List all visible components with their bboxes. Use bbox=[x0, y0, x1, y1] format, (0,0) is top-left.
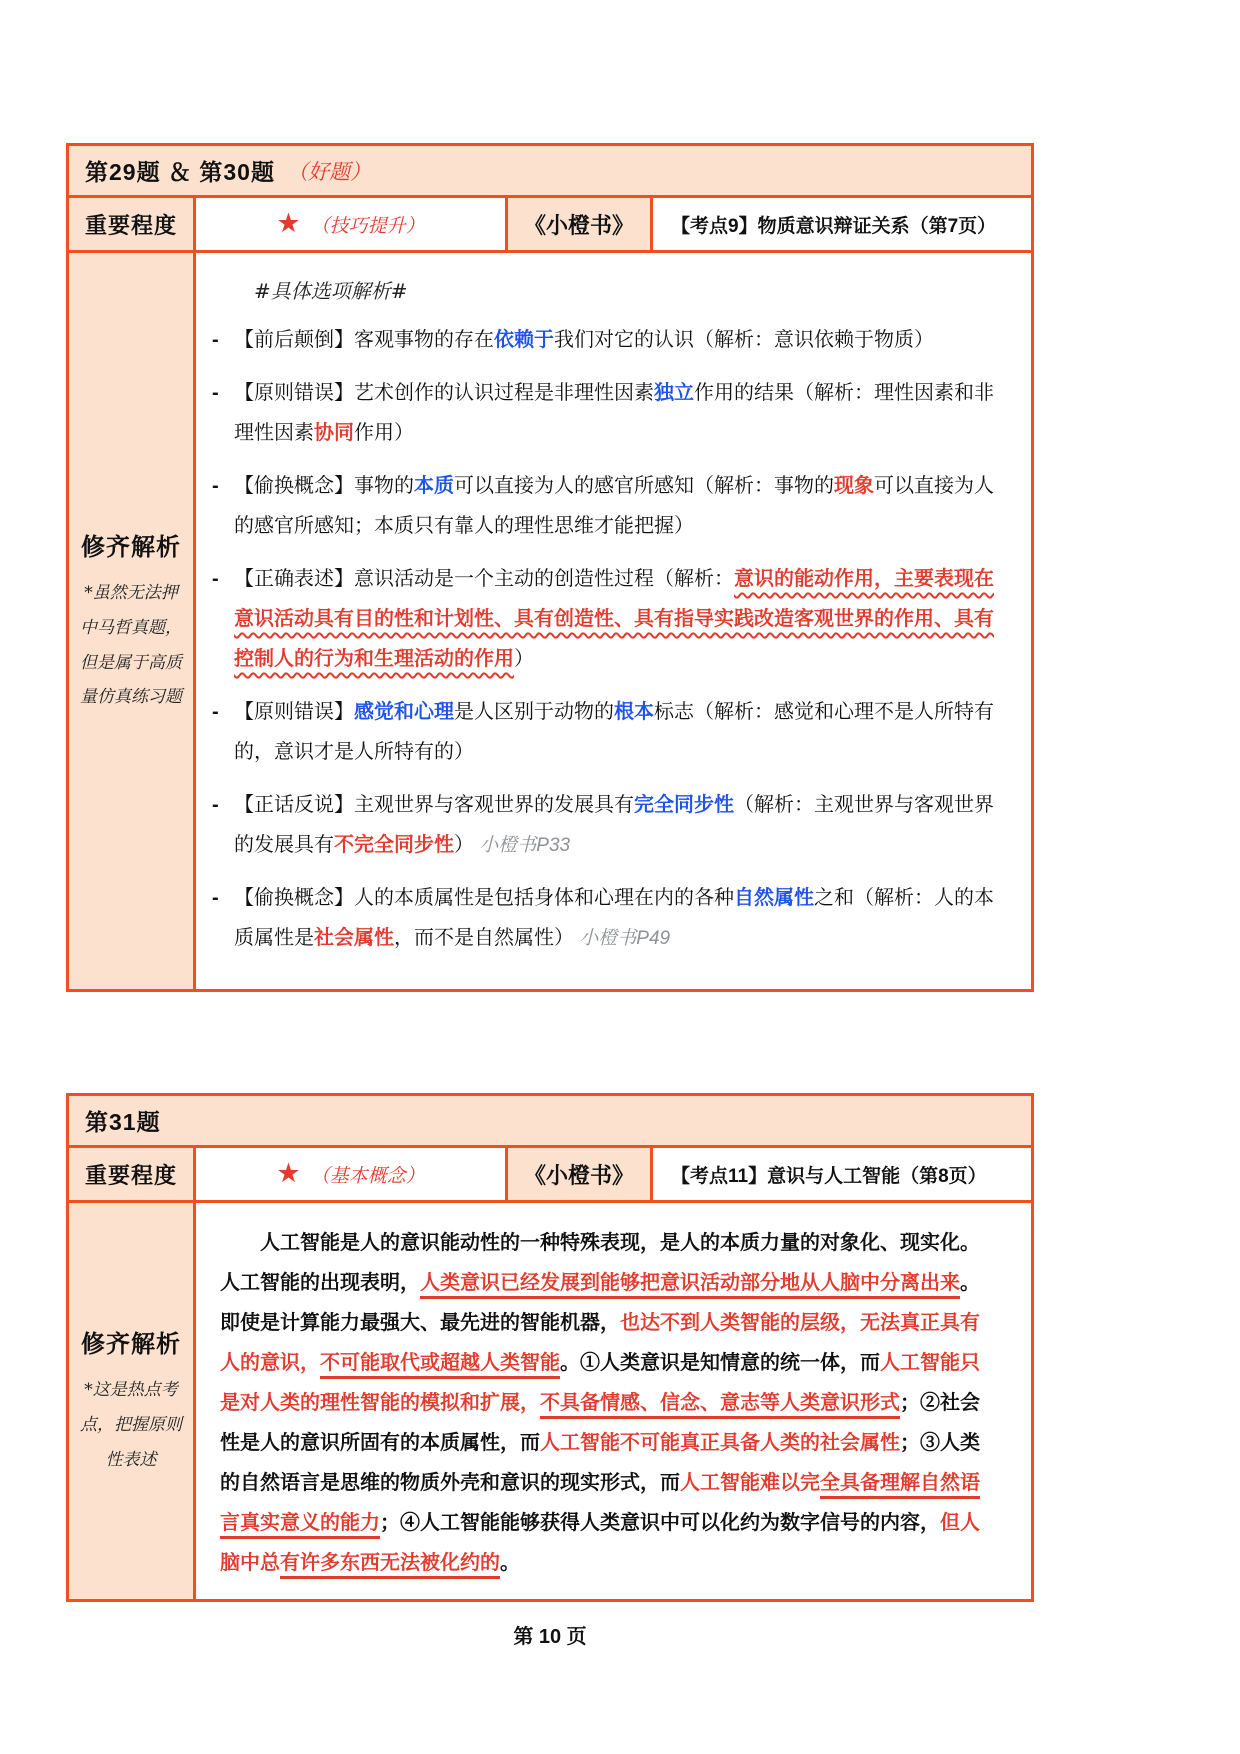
kaodian-reference: 【考点9】物质意识辩证关系（第7页） bbox=[653, 198, 1031, 250]
text-segment: 根本 bbox=[614, 701, 654, 723]
text-segment: 人工智能只是对人类的理性智能的模拟和扩展， bbox=[220, 1352, 980, 1414]
text-segment: 不可能取代或超越人类智能 bbox=[320, 1352, 560, 1374]
bullet-text bbox=[234, 320, 1001, 360]
bullet-dash-icon: - bbox=[212, 568, 219, 590]
ai-consciousness-paragraph bbox=[214, 1219, 1007, 1585]
analysis-bullet bbox=[210, 559, 1001, 679]
importance-note: （技巧提升） bbox=[310, 214, 425, 237]
bullet-dash-icon: - bbox=[212, 329, 219, 351]
text-segment: 人类意识已经发展到能够把意识活动部分地从人脑中分离出来 bbox=[420, 1272, 960, 1294]
text-segment: 本质 bbox=[414, 475, 454, 497]
text-segment: ；④人工智能能够获得人类意识中可以化约为数字信号的内容， bbox=[380, 1512, 940, 1534]
text-segment: 。 bbox=[500, 1552, 520, 1574]
option-analysis-list bbox=[210, 320, 1001, 958]
text-segment: 【偷换概念】人的本质属性是包括身体和心理在内的各种 bbox=[234, 887, 734, 909]
text-segment: 依赖于 bbox=[494, 329, 554, 351]
analysis-label-cell bbox=[69, 1203, 196, 1599]
card-title-row bbox=[69, 146, 1031, 198]
analysis-bullet bbox=[210, 373, 1001, 453]
text-segment: 完全同步性 bbox=[634, 794, 734, 816]
text-segment: 【前后颠倒】客观事物的存在 bbox=[234, 329, 494, 351]
text-segment: 独立 bbox=[654, 382, 694, 404]
importance-note: （基本概念） bbox=[310, 1164, 425, 1187]
analysis-bullet bbox=[210, 466, 1001, 546]
text-segment: 感觉和心理 bbox=[354, 701, 454, 723]
analysis-row bbox=[69, 1203, 1031, 1599]
question-31-card bbox=[66, 1093, 1034, 1602]
bullet-text bbox=[234, 559, 1001, 679]
text-segment: 标志（解析：感觉和心理不是人所特有的，意识才是人所特有的） bbox=[234, 701, 994, 763]
bullet-text bbox=[234, 785, 1001, 865]
text-segment: 但人脑中总 bbox=[220, 1512, 980, 1574]
bullet-dash-icon: - bbox=[212, 887, 219, 909]
text-segment: 不具备情感、信念、意志等人类意识形式 bbox=[540, 1392, 900, 1414]
text-segment: 协同 bbox=[314, 422, 354, 444]
analysis-bullet bbox=[210, 692, 1001, 772]
text-segment: 我们对它的认识（解析：意识依赖于物质） bbox=[554, 329, 934, 351]
text-segment: ） bbox=[514, 648, 534, 670]
text-segment: 自然属性 bbox=[734, 887, 814, 909]
text-segment: 人工智能是人的意识能动性的一种特殊表现，是人的本质力量的对象化、现实化。人工智能的出现表明， bbox=[220, 1232, 980, 1294]
text-segment: 之和（解析：人的本质属性是 bbox=[234, 887, 994, 949]
text-segment: 【正确表述】意识活动是一个主动的创造性过程（解析： bbox=[234, 568, 734, 590]
text-segment: 【正话反说】主观世界与客观世界的发展具有 bbox=[234, 794, 634, 816]
text-segment: 【原则错误】 bbox=[234, 701, 354, 723]
text-segment: ；③人类的自然语言是思维的物质外壳和意识的现实形式，而 bbox=[220, 1432, 980, 1494]
importance-row bbox=[69, 1148, 1031, 1203]
analysis-row bbox=[69, 253, 1031, 989]
text-segment: 是人区别于动物的 bbox=[454, 701, 614, 723]
text-segment: 有许多东西无法被化约的 bbox=[280, 1552, 500, 1574]
text-segment: 。即使是计算能力最强大、最先进的智能机器， bbox=[220, 1272, 980, 1334]
text-segment: 意识的能动作用，主要表现在意识活动具有目的性和计划性、具有创造性、具有指导实践改造客观世界的作用、具有控制人的行为和生理活动的作用 bbox=[234, 568, 994, 670]
analysis-label: 修齐解析 bbox=[81, 533, 181, 561]
card-title: 第29题 ＆ 第30题 bbox=[85, 159, 275, 185]
text-segment: 作用） bbox=[354, 422, 414, 444]
question-29-30-card bbox=[66, 143, 1034, 992]
analysis-bullet bbox=[210, 320, 1001, 360]
bullet-text bbox=[234, 466, 1001, 546]
importance-label: 重要程度 bbox=[69, 1148, 196, 1200]
analysis-bullet bbox=[210, 878, 1001, 958]
analysis-content bbox=[196, 1203, 1031, 1599]
analysis-label-cell bbox=[69, 253, 196, 989]
text-segment: 现象 bbox=[834, 475, 874, 497]
star-icon: ★ bbox=[276, 207, 301, 238]
page-number: 第 10 页 bbox=[513, 1626, 587, 1648]
text-segment: 可以直接为人的感官所感知；本质只有靠人的理性思维才能把握） bbox=[234, 475, 994, 537]
card-title-row bbox=[69, 1096, 1031, 1148]
text-segment: 人工智能难以完 bbox=[680, 1472, 820, 1494]
bullet-dash-icon: - bbox=[212, 382, 219, 404]
book-label: 《小橙书》 bbox=[508, 1148, 653, 1200]
text-segment: 也达不到人类智能的层级，无法真正具有人的意识， bbox=[220, 1312, 980, 1374]
text-segment: ；②社会性是人的意识所固有的本质属性，而 bbox=[220, 1392, 980, 1454]
text-segment: ，而不是自然属性） bbox=[394, 927, 574, 949]
text-segment: 社会属性 bbox=[314, 927, 394, 949]
importance-value-cell bbox=[196, 1148, 508, 1200]
importance-label: 重要程度 bbox=[69, 198, 196, 250]
text-segment: 不完全同步性 bbox=[334, 834, 454, 856]
analysis-label: 修齐解析 bbox=[81, 1331, 181, 1359]
analysis-content bbox=[196, 253, 1031, 989]
text-segment: （解析：主观世界与客观世界的发展具有 bbox=[234, 794, 994, 856]
text-segment: ） bbox=[454, 834, 474, 856]
card-title: 第31题 bbox=[85, 1109, 161, 1135]
book-label: 《小橙书》 bbox=[508, 198, 653, 250]
bullet-text bbox=[234, 373, 1001, 453]
bullet-dash-icon: - bbox=[212, 701, 219, 723]
bullet-text bbox=[234, 878, 1001, 958]
bullet-text bbox=[234, 692, 1001, 772]
options-intro-note: #具体选项解析# bbox=[254, 279, 408, 303]
text-segment: 。①人类意识是知情意的统一体，而 bbox=[560, 1352, 880, 1374]
bullet-dash-icon: - bbox=[212, 794, 219, 816]
importance-row bbox=[69, 198, 1031, 253]
text-segment: 【原则错误】艺术创作的认识过程是非理性因素 bbox=[234, 382, 654, 404]
analysis-side-note: *这是热点考点，把握原则性表述 bbox=[80, 1380, 182, 1470]
kaodian-reference: 【考点11】意识与人工智能（第8页） bbox=[653, 1148, 1031, 1200]
text-segment: 可以直接为人的感官所感知（解析：事物的 bbox=[454, 475, 834, 497]
analysis-bullet bbox=[210, 785, 1001, 865]
text-segment: 人工智能不可能真正具备人类的社会属性 bbox=[540, 1432, 900, 1454]
text-segment: 小橙书P33 bbox=[474, 835, 571, 856]
text-segment: 全具备理解自然语言真实意义的能力 bbox=[220, 1472, 980, 1534]
text-segment: 小橙书P49 bbox=[574, 928, 671, 949]
analysis-side-note: *虽然无法押中马哲真题，但是属于高质量仿真练习题 bbox=[80, 582, 182, 708]
card-title-note: （好题） bbox=[286, 159, 371, 184]
star-icon: ★ bbox=[276, 1157, 301, 1188]
bullet-dash-icon: - bbox=[212, 475, 219, 497]
text-segment: 【偷换概念】事物的 bbox=[234, 475, 414, 497]
text-segment: 作用的结果（解析：理性因素和非理性因素 bbox=[234, 382, 994, 444]
importance-value-cell bbox=[196, 198, 508, 250]
